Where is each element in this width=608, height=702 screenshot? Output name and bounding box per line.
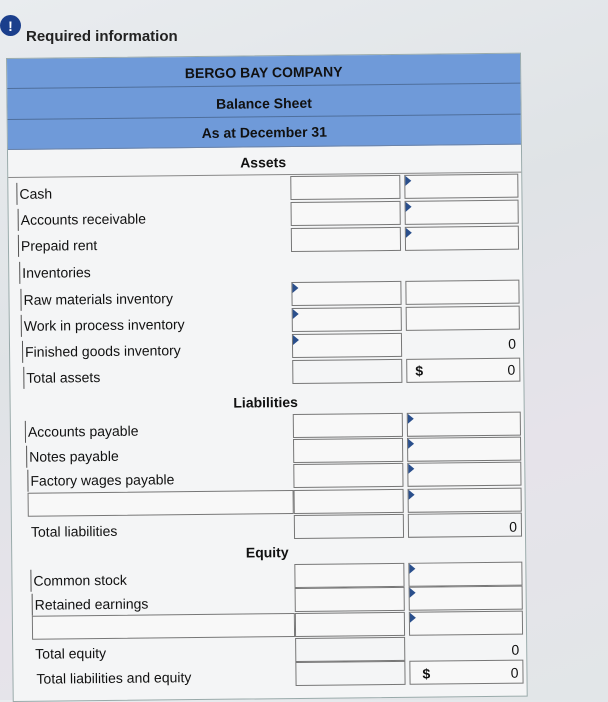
total-equity-cell [409, 636, 523, 661]
balance-sheet [6, 53, 528, 702]
prepaid-rent-label: Prepaid rent [18, 234, 98, 257]
wip-amount-input[interactable] [292, 307, 402, 332]
required-information-label: Required information [26, 28, 178, 45]
prepaid-rent-total-input[interactable] [405, 226, 519, 251]
cell-marker-icon [292, 283, 298, 293]
cell-marker-icon [408, 439, 414, 449]
raw-materials-label: Raw materials inventory [20, 287, 173, 311]
wip-label: Work in process inventory [21, 313, 185, 337]
dollar-sign: $ [415, 362, 424, 379]
total-liab-equity-value: 0 [510, 664, 519, 681]
statement-date: As at December 31 [201, 123, 328, 141]
factory-wages-label: Factory wages payable [27, 468, 174, 492]
cash-amount-input[interactable] [290, 175, 400, 200]
accounts-payable-total-input[interactable] [407, 412, 521, 437]
total-equity-label: Total equity [35, 644, 107, 662]
wip-total-input[interactable] [406, 306, 520, 331]
finished-goods-total-cell [406, 332, 520, 357]
total-assets-cell [406, 358, 520, 383]
accounts-receivable-total-input[interactable] [405, 200, 519, 225]
common-stock-amount-input[interactable] [294, 563, 404, 588]
total-liab-equity-label: Total liabilities and equity [36, 669, 192, 687]
retained-earnings-amount-input[interactable] [295, 587, 405, 612]
retained-earnings-label: Retained earnings [32, 593, 149, 616]
sheet-header [7, 54, 521, 150]
total-liabilities-label: Total liabilities [30, 522, 118, 540]
cell-marker-icon [408, 414, 414, 424]
raw-materials-amount-input[interactable] [291, 281, 401, 306]
notes-payable-total-input[interactable] [407, 437, 521, 462]
equity-heading: Equity [245, 544, 289, 561]
cell-marker-icon [293, 335, 299, 345]
liabilities-extra-amount-input[interactable] [294, 489, 404, 514]
equity-extra-label-input[interactable] [32, 613, 295, 640]
cell-marker-icon [410, 613, 416, 623]
cell-marker-icon [410, 588, 416, 598]
liabilities-extra-total-input[interactable] [408, 488, 522, 513]
factory-wages-amount-input[interactable] [293, 463, 403, 488]
finished-goods-label: Finished goods inventory [22, 339, 181, 363]
total-equity-amount-cell [295, 637, 405, 662]
inventories-label: Inventories [19, 261, 91, 284]
notes-payable-amount-input[interactable] [293, 438, 403, 463]
total-liabilities-amount-cell [294, 514, 404, 539]
cell-marker-icon [408, 464, 414, 474]
info-icon: ! [0, 15, 21, 36]
cell-marker-icon [293, 309, 299, 319]
notes-payable-label: Notes payable [26, 445, 119, 468]
equity-extra-amount-input[interactable] [295, 612, 405, 637]
total-liabilities-cell [408, 513, 522, 538]
prepaid-rent-amount-input[interactable] [291, 227, 401, 252]
accounts-receivable-amount-input[interactable] [291, 201, 401, 226]
accounts-payable-label: Accounts payable [25, 420, 139, 443]
assets-heading: Assets [240, 154, 287, 171]
factory-wages-total-input[interactable] [407, 462, 521, 487]
retained-earnings-total-input[interactable] [409, 586, 523, 611]
cell-marker-icon [409, 490, 415, 500]
liabilities-extra-label-input[interactable] [28, 490, 294, 517]
total-equity-value: 0 [511, 641, 520, 658]
accounts-receivable-label: Accounts receivable [18, 208, 147, 231]
common-stock-total-input[interactable] [408, 562, 522, 587]
statement-title: Balance Sheet [216, 94, 312, 112]
cell-marker-icon [406, 228, 412, 238]
finished-goods-amount-input[interactable] [292, 333, 402, 358]
cell-marker-icon [406, 202, 412, 212]
total-assets-value: 0 [507, 361, 516, 378]
company-name: BERGO BAY COMPANY [184, 63, 343, 82]
liabilities-heading: Liabilities [233, 393, 298, 411]
total-assets-label: Total assets [23, 366, 100, 389]
total-liab-equity-amount-cell [295, 661, 405, 686]
raw-materials-total-input[interactable] [405, 280, 519, 305]
total-assets-amount-cell [292, 359, 402, 384]
equity-extra-total-input[interactable] [409, 611, 523, 636]
cell-marker-icon [405, 176, 411, 186]
finished-goods-total-value: 0 [508, 335, 517, 352]
dollar-sign: $ [422, 665, 431, 682]
total-liab-equity-cell [409, 660, 523, 685]
cell-marker-icon [409, 564, 415, 574]
total-liabilities-value: 0 [509, 518, 518, 535]
cash-label: Cash [16, 183, 52, 205]
cash-total-input[interactable] [404, 174, 518, 199]
common-stock-label: Common stock [30, 569, 127, 592]
accounts-payable-amount-input[interactable] [293, 413, 403, 438]
